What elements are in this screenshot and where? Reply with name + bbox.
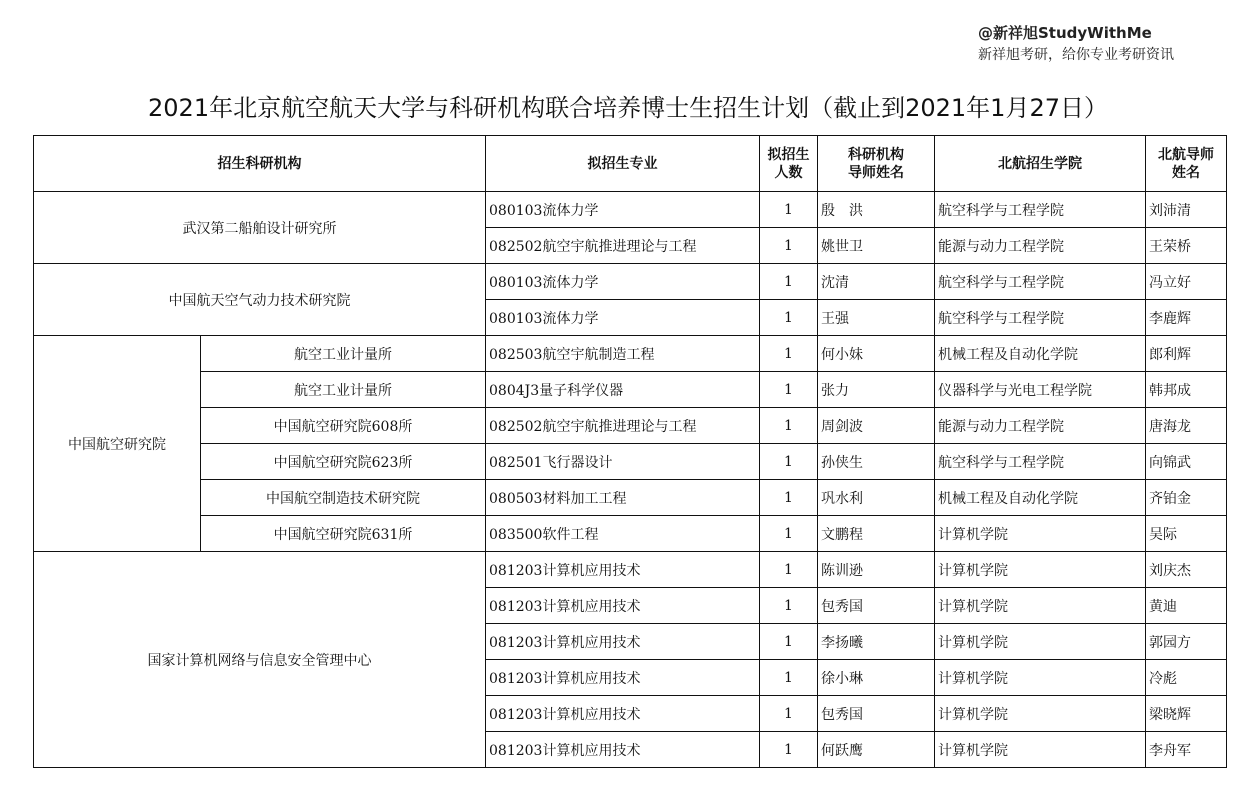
- header-supervisor-line1: 科研机构: [848, 146, 904, 163]
- count-cell: 1: [760, 228, 818, 264]
- header-count-line1: 拟招生: [767, 146, 810, 163]
- institution-cell: 武汉第二船舶设计研究所: [34, 192, 486, 264]
- buaa-supervisor-cell: 冯立好: [1146, 264, 1227, 300]
- college-cell: 航空科学与工程学院: [935, 300, 1146, 336]
- table-row: [34, 444, 1227, 480]
- count-cell: 1: [760, 264, 818, 300]
- major-cell: 081203计算机应用技术: [486, 696, 760, 732]
- major-cell: 081203计算机应用技术: [486, 624, 760, 660]
- sub-institution-cell: 中国航空研究院623所: [201, 444, 486, 480]
- college-cell: 航空科学与工程学院: [935, 192, 1146, 228]
- major-cell: 080103流体力学: [486, 300, 760, 336]
- major-cell: 081203计算机应用技术: [486, 552, 760, 588]
- buaa-supervisor-cell: 冷彪: [1146, 660, 1227, 696]
- supervisor-cell: 陈训逊: [818, 552, 935, 588]
- major-cell: 081203计算机应用技术: [486, 732, 760, 768]
- header-buaa-line2: 姓名: [1172, 164, 1200, 181]
- supervisor-cell: 何跃鹰: [818, 732, 935, 768]
- college-cell: 能源与动力工程学院: [935, 228, 1146, 264]
- watermark-handle: @新祥旭StudyWithMe: [978, 24, 1152, 42]
- table-row: [34, 192, 1227, 228]
- count-cell: 1: [760, 552, 818, 588]
- buaa-supervisor-cell: 吴际: [1146, 516, 1227, 552]
- college-cell: 计算机学院: [935, 624, 1146, 660]
- header-count-line2: 人数: [774, 164, 803, 181]
- supervisor-cell: 李扬曦: [818, 624, 935, 660]
- buaa-supervisor-cell: 刘庆杰: [1146, 552, 1227, 588]
- college-cell: 计算机学院: [935, 516, 1146, 552]
- sub-institution-cell: 航空工业计量所: [201, 372, 486, 408]
- table-row: [34, 552, 1227, 588]
- major-cell: 080103流体力学: [486, 192, 760, 228]
- count-cell: 1: [760, 192, 818, 228]
- major-cell: 081203计算机应用技术: [486, 588, 760, 624]
- buaa-supervisor-cell: 王荣桥: [1146, 228, 1227, 264]
- table-row: [34, 516, 1227, 552]
- supervisor-cell: 巩水利: [818, 480, 935, 516]
- supervisor-cell: 王强: [818, 300, 935, 336]
- sub-institution-cell: 中国航空制造技术研究院: [201, 480, 486, 516]
- supervisor-cell: 沈清: [818, 264, 935, 300]
- institution-cell: 中国航天空气动力技术研究院: [34, 264, 486, 336]
- table-row: [34, 264, 1227, 300]
- college-cell: 仪器科学与光电工程学院: [935, 372, 1146, 408]
- count-cell: 1: [760, 624, 818, 660]
- table-header-row: [34, 136, 1227, 192]
- major-cell: 082501飞行器设计: [486, 444, 760, 480]
- supervisor-cell: 何小妹: [818, 336, 935, 372]
- count-cell: 1: [760, 696, 818, 732]
- header-institution: 招生科研机构: [34, 136, 486, 192]
- buaa-supervisor-cell: 韩邦成: [1146, 372, 1227, 408]
- major-cell: 082502航空宇航推进理论与工程: [486, 228, 760, 264]
- major-cell: 080503材料加工工程: [486, 480, 760, 516]
- count-cell: 1: [760, 444, 818, 480]
- major-cell: 082502航空宇航推进理论与工程: [486, 408, 760, 444]
- supervisor-cell: 孙侠生: [818, 444, 935, 480]
- watermark: [978, 22, 1174, 66]
- admissions-plan-table: [33, 135, 1227, 768]
- major-cell: 082503航空宇航制造工程: [486, 336, 760, 372]
- table-row: [34, 408, 1227, 444]
- supervisor-cell: 文鹏程: [818, 516, 935, 552]
- supervisor-cell: 殷 洪: [818, 192, 935, 228]
- buaa-supervisor-cell: 梁晓辉: [1146, 696, 1227, 732]
- page-title: 2021年北京航空航天大学与科研机构联合培养博士生招生计划（截止到2021年1月27日）: [148, 94, 1108, 122]
- buaa-supervisor-cell: 齐铂金: [1146, 480, 1227, 516]
- header-major: 拟招生专业: [486, 136, 760, 192]
- sub-institution-cell: 中国航空研究院608所: [201, 408, 486, 444]
- count-cell: 1: [760, 516, 818, 552]
- college-cell: 航空科学与工程学院: [935, 264, 1146, 300]
- buaa-supervisor-cell: 唐海龙: [1146, 408, 1227, 444]
- buaa-supervisor-cell: 向锦武: [1146, 444, 1227, 480]
- table-row: [34, 480, 1227, 516]
- header-count: [760, 136, 818, 192]
- supervisor-cell: 姚世卫: [818, 228, 935, 264]
- count-cell: 1: [760, 732, 818, 768]
- watermark-slogan: 新祥旭考研，给你专业考研资讯: [978, 47, 1174, 63]
- college-cell: 计算机学院: [935, 552, 1146, 588]
- header-buaa-line1: 北航导师: [1158, 146, 1214, 163]
- college-cell: 机械工程及自动化学院: [935, 336, 1146, 372]
- college-cell: 机械工程及自动化学院: [935, 480, 1146, 516]
- college-cell: 能源与动力工程学院: [935, 408, 1146, 444]
- header-buaa-supervisor: [1146, 136, 1227, 192]
- header-supervisor: [818, 136, 935, 192]
- buaa-supervisor-cell: 李鹿辉: [1146, 300, 1227, 336]
- supervisor-cell: 张力: [818, 372, 935, 408]
- count-cell: 1: [760, 336, 818, 372]
- count-cell: 1: [760, 588, 818, 624]
- count-cell: 1: [760, 372, 818, 408]
- table-row: [34, 336, 1227, 372]
- major-cell: 0804J3量子科学仪器: [486, 372, 760, 408]
- buaa-supervisor-cell: 黄迪: [1146, 588, 1227, 624]
- header-supervisor-line2: 导师姓名: [848, 164, 904, 181]
- college-cell: 计算机学院: [935, 732, 1146, 768]
- sub-institution-cell: 航空工业计量所: [201, 336, 486, 372]
- count-cell: 1: [760, 408, 818, 444]
- supervisor-cell: 包秀国: [818, 696, 935, 732]
- supervisor-cell: 包秀国: [818, 588, 935, 624]
- count-cell: 1: [760, 300, 818, 336]
- supervisor-cell: 徐小琳: [818, 660, 935, 696]
- college-cell: 计算机学院: [935, 696, 1146, 732]
- major-cell: 081203计算机应用技术: [486, 660, 760, 696]
- buaa-supervisor-cell: 郎利辉: [1146, 336, 1227, 372]
- college-cell: 计算机学院: [935, 660, 1146, 696]
- institution-cell: 国家计算机网络与信息安全管理中心: [34, 552, 486, 768]
- college-cell: 计算机学院: [935, 588, 1146, 624]
- count-cell: 1: [760, 480, 818, 516]
- table-row: [34, 372, 1227, 408]
- buaa-supervisor-cell: 刘沛清: [1146, 192, 1227, 228]
- sub-institution-cell: 中国航空研究院631所: [201, 516, 486, 552]
- major-cell: 080103流体力学: [486, 264, 760, 300]
- header-college: 北航招生学院: [935, 136, 1146, 192]
- institution-cell: 中国航空研究院: [34, 336, 201, 552]
- supervisor-cell: 周剑波: [818, 408, 935, 444]
- buaa-supervisor-cell: 郭园方: [1146, 624, 1227, 660]
- buaa-supervisor-cell: 李舟军: [1146, 732, 1227, 768]
- count-cell: 1: [760, 660, 818, 696]
- major-cell: 083500软件工程: [486, 516, 760, 552]
- college-cell: 航空科学与工程学院: [935, 444, 1146, 480]
